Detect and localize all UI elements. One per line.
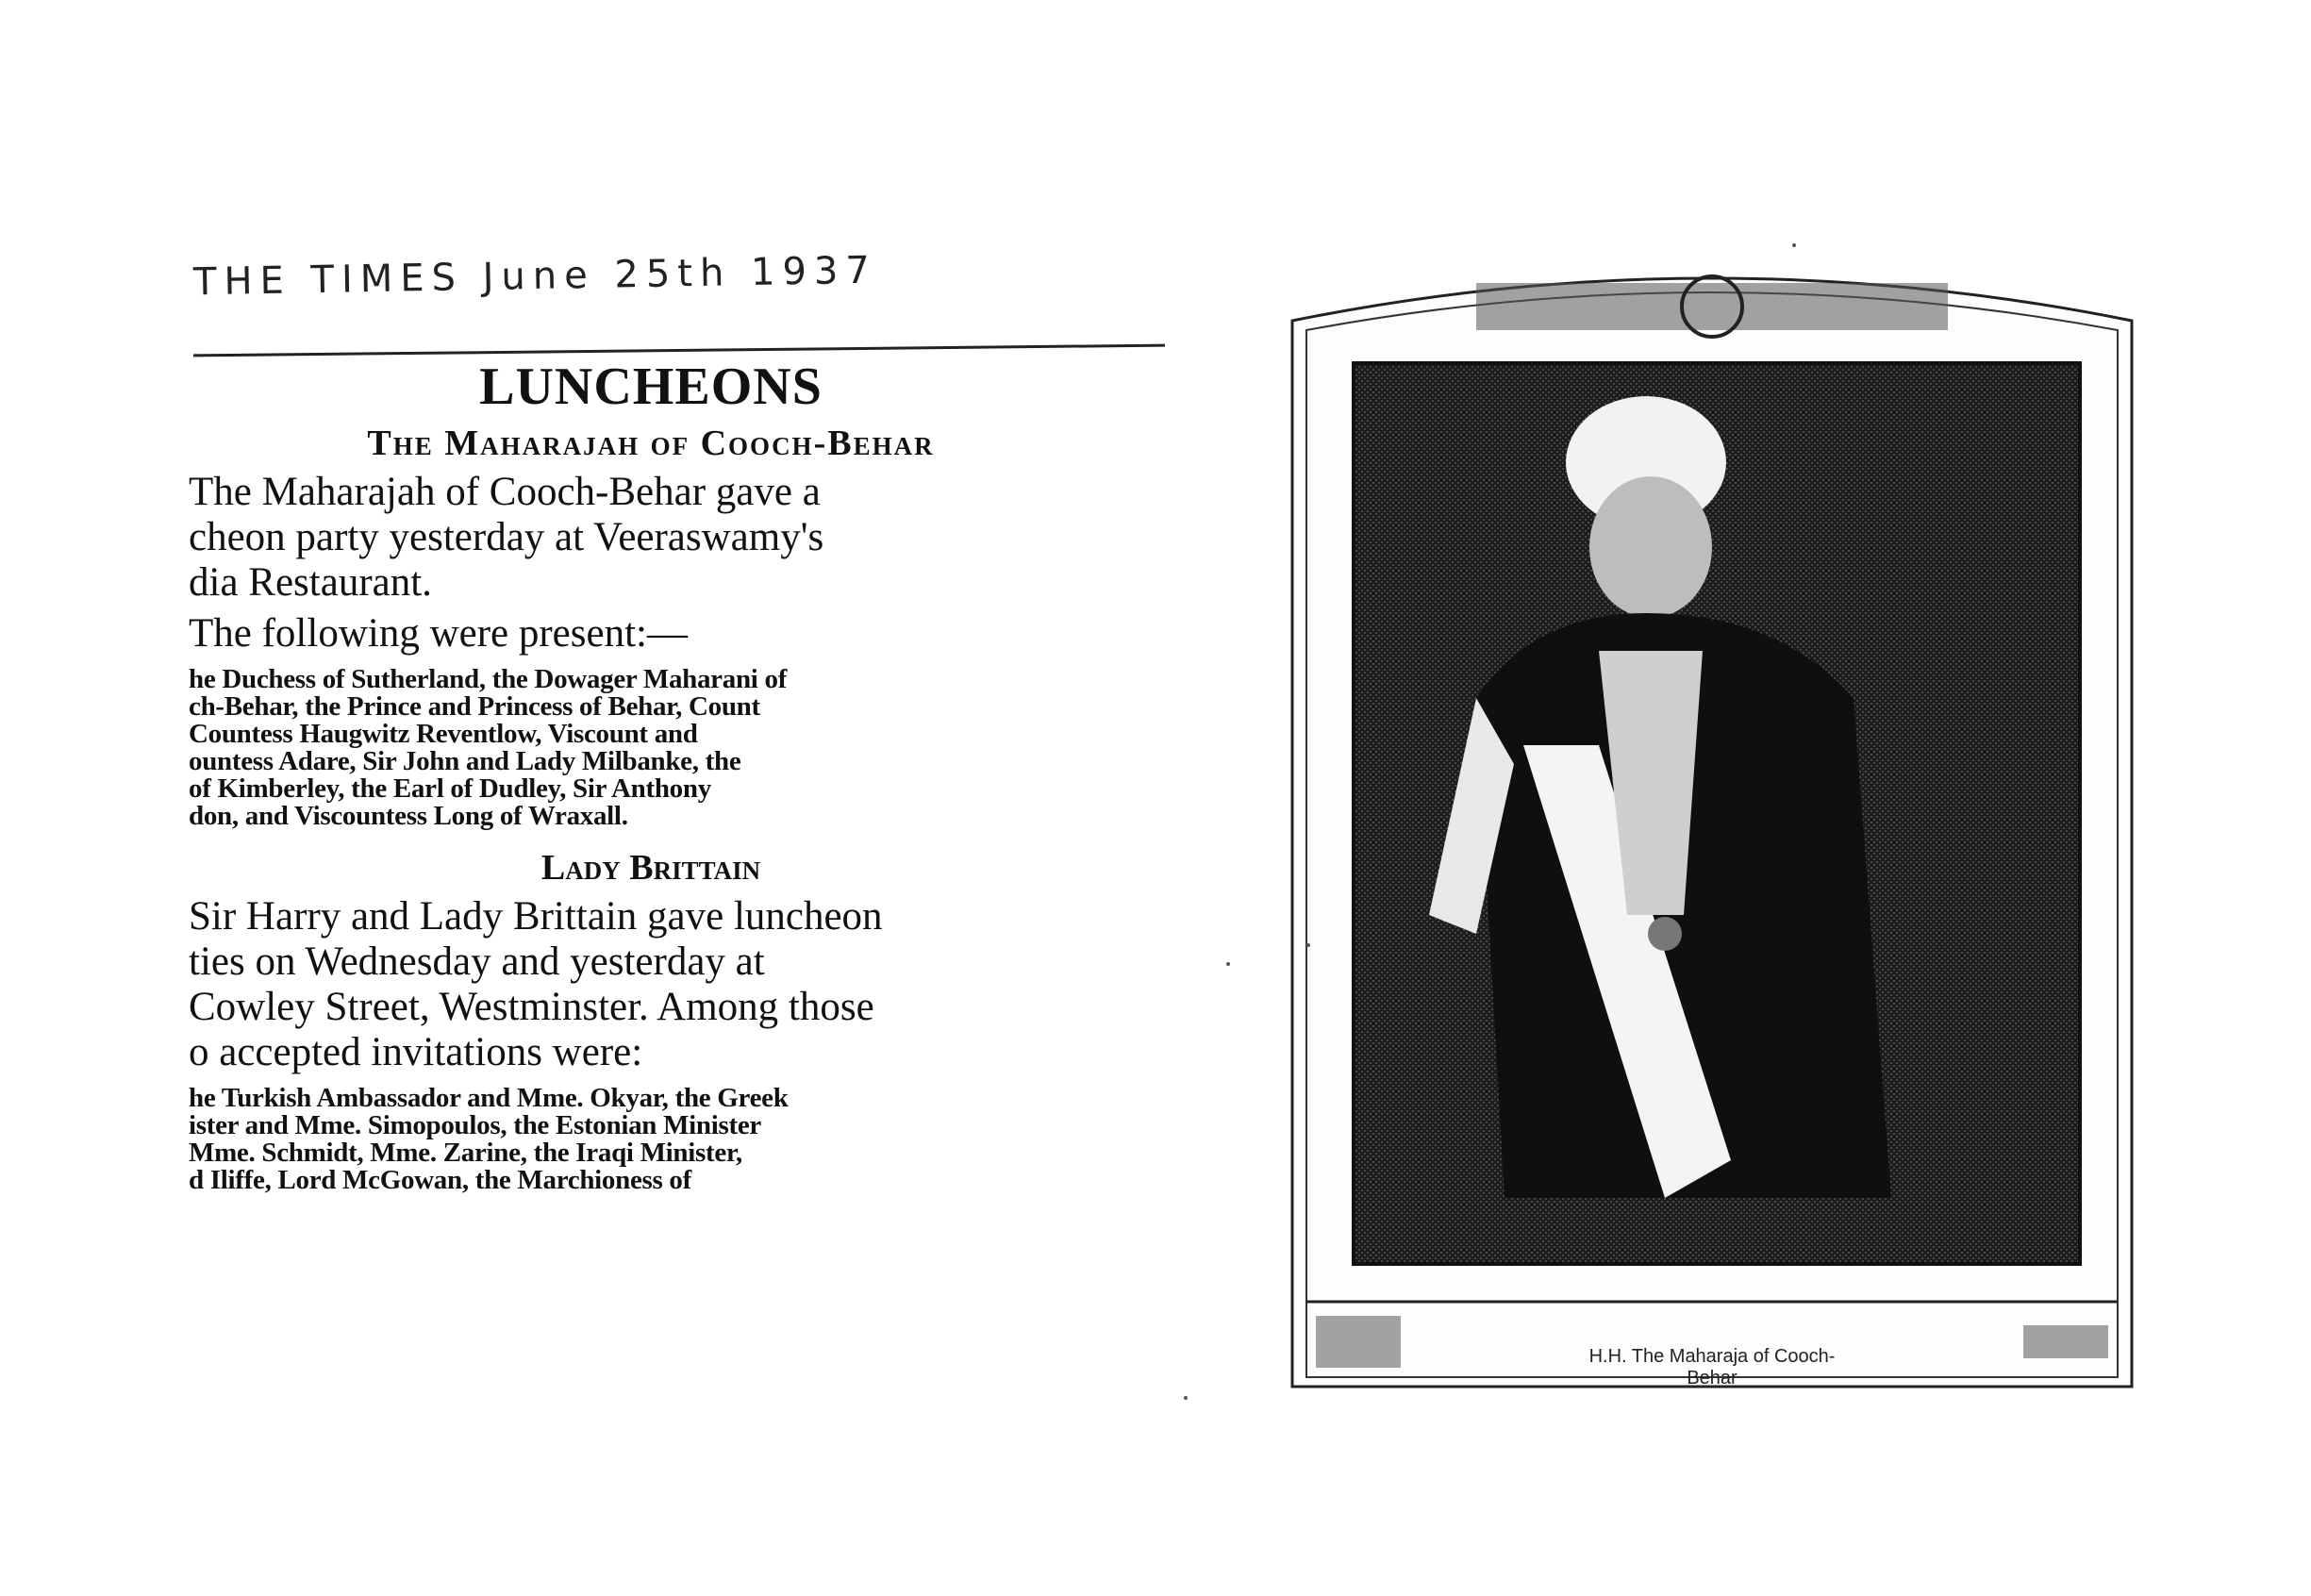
speck: [1226, 962, 1230, 966]
section1-present-line: The following were present:—: [189, 611, 688, 656]
newspaper-clipping: [184, 245, 1174, 1321]
portrait-caption: H.H. The Maharaja of Cooch-Behar: [1588, 1346, 1836, 1388]
handwritten-date-note: THE TIMES June 25th 1937: [192, 248, 878, 305]
ornament-left: [1316, 1316, 1401, 1368]
portrait-frame: [1288, 255, 2136, 1391]
article-heading: LUNCHEONS: [479, 357, 823, 416]
speck: [1184, 1396, 1188, 1400]
article-column: [189, 358, 1113, 1194]
section2-guest-list: he Turkish Ambassador and Mme. Okyar, the Greek ister and Mme. Simopoulos, the Estonian Minister Mme. Schmidt, Mme. Zarine, the Iraqi Minister, d Iliffe, Lord McGowan, the Marchioness of: [189, 1083, 789, 1195]
speck: [1792, 243, 1796, 247]
ornament-band: [1476, 283, 1948, 330]
ornament-right: [2023, 1325, 2108, 1358]
speck: [1306, 943, 1310, 947]
section1-guest-list: he Duchess of Sutherland, the Dowager Maharani of ch-Behar, the Prince and Princess of Behar, Count Countess Haugwitz Reventlow, Viscount and ountess Adare, Sir John and Lady Milbanke, the of Kimberley, the Earl of Dudley, Sir Anthony don, and Viscountess Long of Wraxall.: [189, 664, 788, 831]
portrait-card: [1288, 255, 2136, 1391]
section1-paragraph: The Maharajah of Cooch-Behar gave a cheon party yesterday at Veeraswamy's dia Restaurant.: [189, 470, 824, 605]
section-title-lady-brittain: Lady Brittain: [540, 848, 761, 888]
section2-paragraph: Sir Harry and Lady Brittain gave luncheon ties on Wednesday and yesterday at Cowley Street, Westminster. Among those o accepted invitations were:: [189, 894, 883, 1074]
section-title-maharajah: The Maharajah of Cooch-Behar: [367, 424, 935, 463]
column-rule: [193, 344, 1165, 357]
